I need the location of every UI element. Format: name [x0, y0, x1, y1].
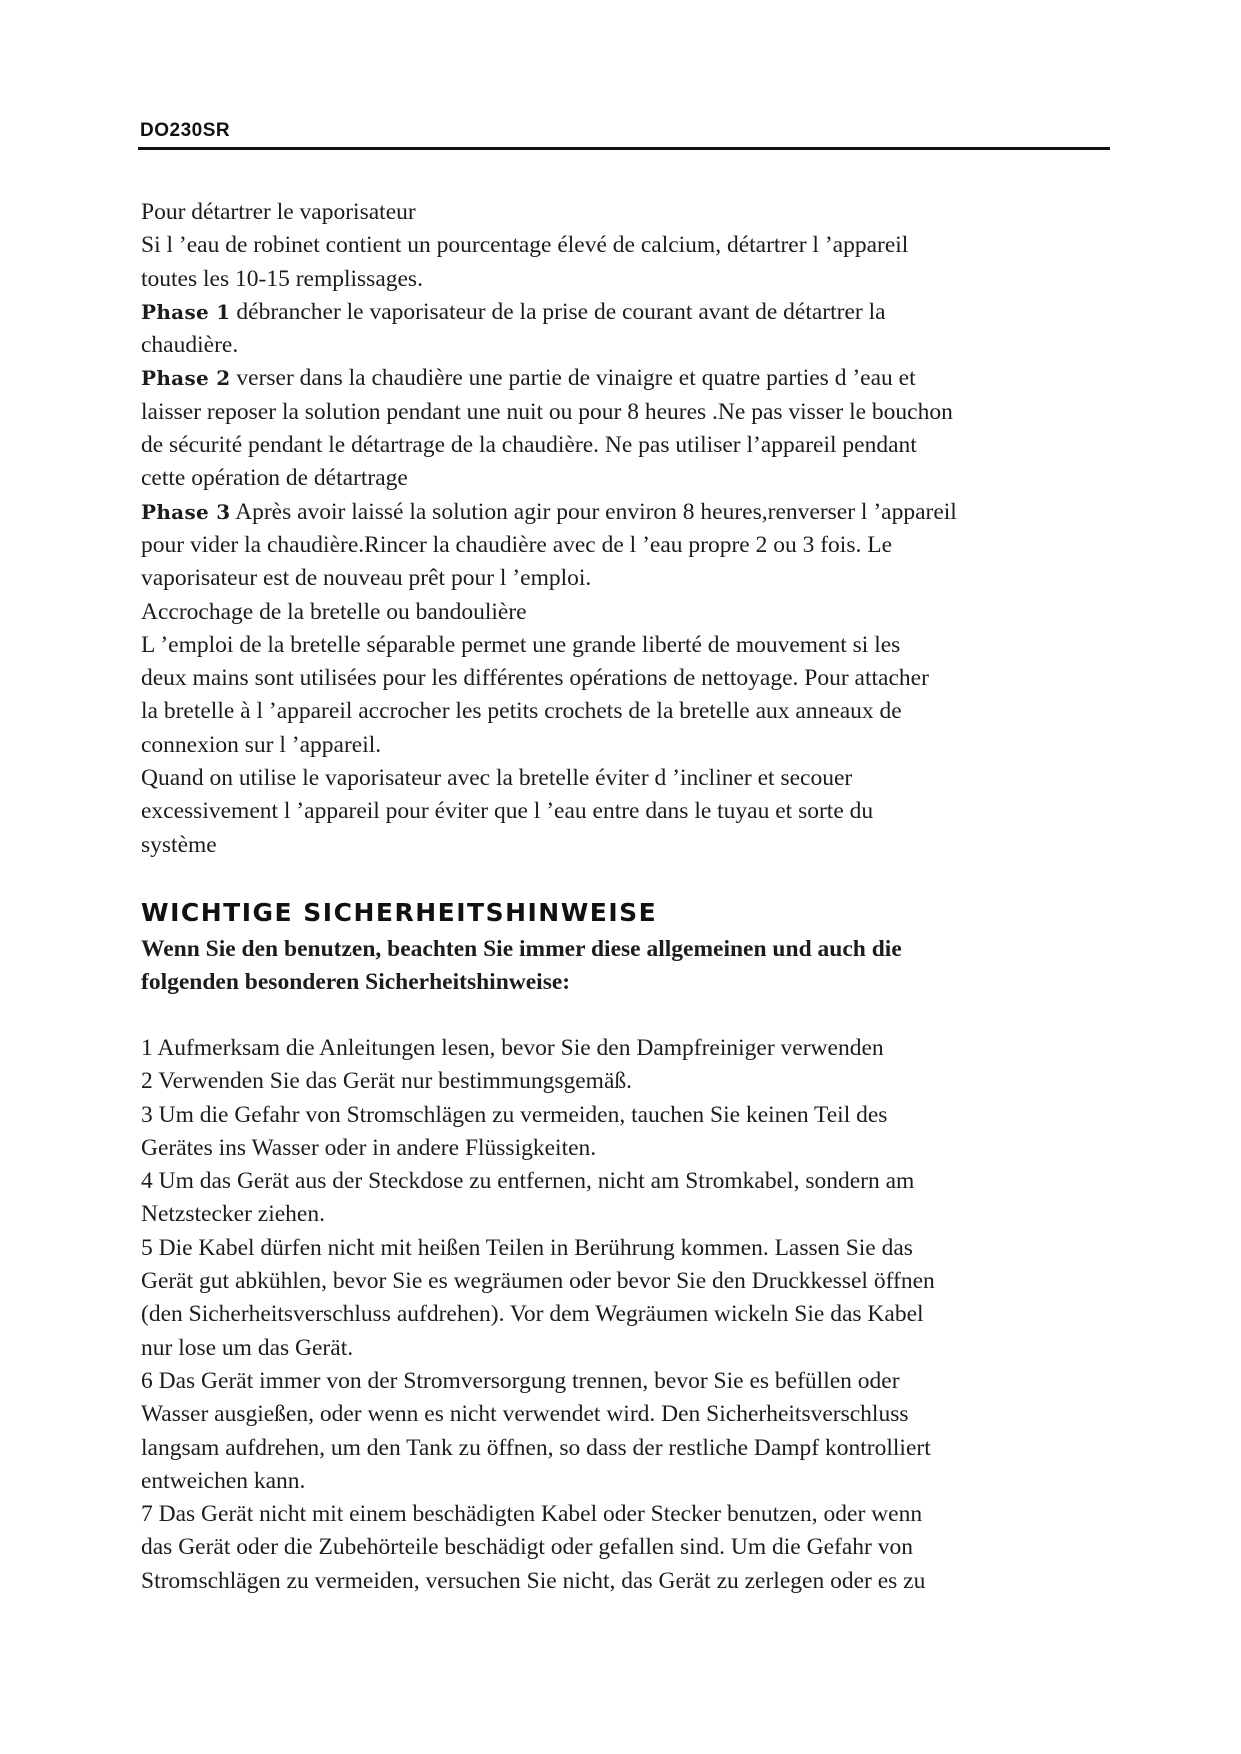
- text-line: [141, 762, 1101, 795]
- phase-label: Phase 2: [141, 366, 231, 391]
- safety-line: Netzstecker ziehen.: [141, 1201, 325, 1228]
- intro-line: folgenden besonderen Sicherheitshinweise:: [141, 969, 571, 996]
- line-text: L ’emploi de la bretelle séparable permet une grande liberté de mouvement si les: [141, 631, 901, 658]
- line-text: la bretelle à l ’appareil accrocher les petits crochets de la bretelle aux anneaux de: [141, 698, 902, 725]
- text-line: [141, 829, 1101, 862]
- line-text: vaporisateur est de nouveau prêt pour l ’emploi.: [141, 565, 592, 592]
- text-line: [141, 263, 1101, 296]
- safety-line: 6 Das Gerät immer von der Stromversorgung trennen, bevor Sie es befüllen oder: [141, 1367, 900, 1394]
- text-line: [141, 462, 1101, 495]
- text-line: [141, 596, 1101, 629]
- line-text: deux mains sont utilisées pour les différentes opérations de nettoyage. Pour attacher: [141, 665, 929, 692]
- line-text: Après avoir laissé la solution agir pour environ 8 heures,renverser l ’appareil: [230, 498, 957, 525]
- german-safety-list: [141, 1032, 1101, 1598]
- text-line: [141, 662, 1101, 695]
- safety-line: Gerät gut abkühlen, bevor Sie es wegräumen oder bevor Sie den Druckkessel öffnen: [141, 1268, 935, 1295]
- safety-line: langsam aufdrehen, um den Tank zu öffnen, so dass der restliche Dampf kontrolliert: [141, 1434, 931, 1461]
- line-text: pour vider la chaudière.Rincer la chaudière avec de l ’eau propre 2 ou 3 fois. Le: [141, 531, 893, 558]
- text-line: [141, 196, 1101, 229]
- text-line: [141, 695, 1101, 728]
- french-descaling-section: [141, 196, 1101, 862]
- safety-line: entweichen kann.: [141, 1467, 306, 1494]
- phase-label: Phase 1: [141, 299, 231, 324]
- line-text: système: [141, 831, 217, 858]
- text-line: [141, 729, 1101, 762]
- safety-line: Stromschlägen zu vermeiden, versuchen Sie nicht, das Gerät zu zerlegen oder es zu: [141, 1567, 926, 1594]
- text-line: [141, 329, 1101, 362]
- safety-line: 4 Um das Gerät aus der Steckdose zu entfernen, nicht am Stromkabel, sondern am: [141, 1168, 915, 1195]
- safety-line: das Gerät oder die Zubehörteile beschädigt oder gefallen sind. Um die Gefahr von: [141, 1534, 913, 1561]
- line-text: cette opération de détartrage: [141, 465, 408, 492]
- safety-line: 1 Aufmerksam die Anleitungen lesen, bevor Sie den Dampfreiniger verwenden: [141, 1035, 884, 1061]
- line-text: de sécurité pendant le détartrage de la chaudière. Ne pas utiliser l’appareil pendant: [141, 432, 917, 459]
- text-line: [141, 496, 1101, 529]
- safety-line: Gerätes ins Wasser oder in andere Flüssigkeiten.: [141, 1134, 597, 1161]
- line-text: chaudière.: [141, 332, 239, 359]
- safety-intro: [141, 933, 1101, 1000]
- text-line: [141, 296, 1101, 329]
- text-line: [141, 229, 1101, 262]
- safety-line: 2 Verwenden Sie das Gerät nur bestimmungsgemäß.: [141, 1068, 632, 1095]
- safety-line: (den Sicherheitsverschluss aufdrehen). Vor dem Wegräumen wickeln Sie das Kabel: [141, 1301, 924, 1328]
- safety-line: 5 Die Kabel dürfen nicht mit heißen Teilen in Berührung kommen. Lassen Sie das: [141, 1234, 913, 1261]
- line-text: toutes les 10-15 remplissages.: [141, 265, 423, 292]
- safety-line: Wasser ausgießen, oder wenn es nicht verwendet wird. Den Sicherheitsverschluss: [141, 1401, 909, 1428]
- safety-line: 3 Um die Gefahr von Stromschlägen zu vermeiden, tauchen Sie keinen Teil des: [141, 1101, 888, 1128]
- line-text: débrancher le vaporisateur de la prise de courant avant de détartrer la: [230, 298, 886, 325]
- text-line: [141, 562, 1101, 595]
- safety-line: nur lose um das Gerät.: [141, 1334, 354, 1361]
- line-text: Si l ’eau de robinet contient un pourcentage élevé de calcium, détartrer l ’appareil: [141, 232, 909, 259]
- model-code: DO230SR: [140, 120, 231, 141]
- intro-line: Wenn Sie den benutzen, beachten Sie immer diese allgemeinen und auch die: [141, 936, 902, 962]
- line-text: connexion sur l ’appareil.: [141, 731, 382, 758]
- phase-label: Phase 3: [141, 499, 231, 524]
- text-line: [141, 795, 1101, 828]
- safety-line: 7 Das Gerät nicht mit einem beschädigten Kabel oder Stecker benutzen, oder wenn: [141, 1501, 923, 1528]
- line-text: laisser reposer la solution pendant une nuit ou pour 8 heures .Ne pas visser le bouchon: [141, 398, 953, 425]
- header-rule: [138, 147, 1110, 150]
- text-line: [141, 362, 1101, 395]
- text-line: [141, 429, 1101, 462]
- line-text: Quand on utilise le vaporisateur avec la bretelle éviter d ’incliner et secouer: [141, 765, 853, 792]
- section-heading: WICHTIGE SICHERHEITSHINWEISE: [141, 898, 658, 927]
- line-text: verser dans la chaudière une partie de vinaigre et quatre parties d ’eau et: [230, 365, 916, 392]
- line-text: Pour détartrer le vaporisateur: [141, 199, 416, 225]
- text-line: [141, 629, 1101, 662]
- line-text: Accrochage de la bretelle ou bandoulière: [141, 598, 527, 625]
- text-line: [141, 396, 1101, 429]
- text-line: [141, 529, 1101, 562]
- line-text: excessivement l ’appareil pour éviter que l ’eau entre dans le tuyau et sorte du: [141, 798, 874, 825]
